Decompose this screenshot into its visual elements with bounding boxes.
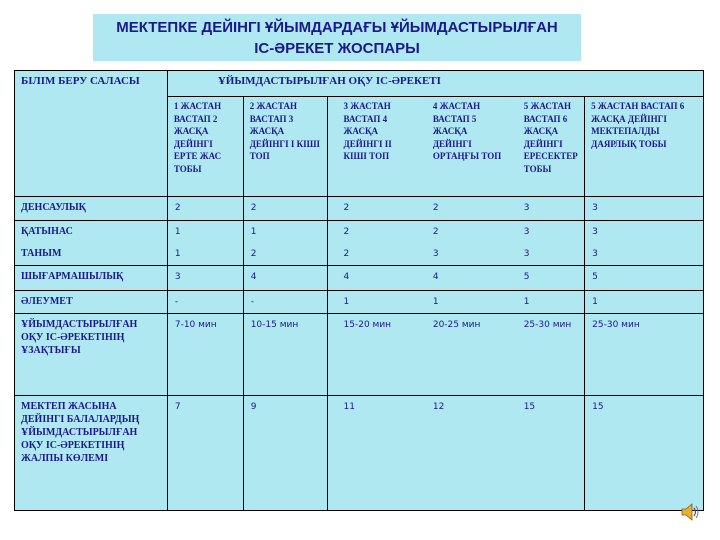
cell-value: 25-30 мин <box>585 314 704 396</box>
cell-value: 2 <box>243 243 327 266</box>
cell-value: 15 <box>585 396 704 511</box>
cell-value: 3 <box>585 221 704 244</box>
cell-value: 12 <box>418 396 509 511</box>
column-header: 5 ЖАСТАН ВАСТАП 6 ЖАСҚА ДЕЙІНГІ МЕКТЕПАЛДЫ ДАЯРЛЫҚ ТОБЫ <box>585 97 704 197</box>
cell-value: 3 <box>585 243 704 266</box>
speaker-icon[interactable] <box>680 502 700 522</box>
title-line-1: МЕКТЕПКЕ ДЕЙІНГІ ҰЙЫМДАРДАҒЫ ҰЙЫМДАСТЫРЫЛҒАН <box>116 19 558 36</box>
table-row <box>15 197 704 221</box>
column-header: 4 ЖАСТАН ВАСТАП 5 ЖАСҚА ДЕЙІНГІ ОРТАҢҒЫ ТОП <box>418 97 509 197</box>
slide-title <box>93 14 581 61</box>
corner-header: БІЛІМ БЕРУ САЛАСЫ <box>15 71 168 197</box>
cell-value: 1 <box>167 221 243 244</box>
cell-value: 1 <box>585 291 704 314</box>
row-label: ШЫҒАРМАШЫЛЫҚ <box>15 266 168 291</box>
title-line-2: ІС-ӘРЕКЕТ ЖОСПАРЫ <box>254 40 420 57</box>
cell-value: 3 <box>418 243 509 266</box>
cell-value: 2 <box>327 243 418 266</box>
cell-value: 2 <box>167 197 243 221</box>
cell-value: 7-10 мин <box>167 314 243 396</box>
row-label: МЕКТЕП ЖАСЫНА ДЕЙІНГІ БАЛАЛАРДЫҢ ҰЙЫМДАСТЫРЫЛҒАН ОҚУ ІС-ӘРЕКЕТІНІҢ ЖАЛПЫ КӨЛЕМІ <box>15 396 168 511</box>
cell-value: 5 <box>509 266 585 291</box>
table-row <box>15 243 704 266</box>
cell-value: 4 <box>327 266 418 291</box>
cell-value: 9 <box>243 396 327 511</box>
cell-value: 1 <box>418 291 509 314</box>
activity-plan-table <box>14 70 704 511</box>
cell-value: 1 <box>327 291 418 314</box>
cell-value: 2 <box>327 221 418 244</box>
cell-value: 4 <box>418 266 509 291</box>
cell-value: 20-25 мин <box>418 314 509 396</box>
cell-value: 3 <box>167 266 243 291</box>
column-header: 5 ЖАСТАН ВАСТАП 6 ЖАСҚА ДЕЙІНГІ ЕРЕСЕКТЕР ТОБЫ <box>509 97 585 197</box>
cell-value: 3 <box>585 197 704 221</box>
column-header: 2 ЖАСТАН ВАСТАП 3 ЖАСҚА ДЕЙІНГІ І КІШІ ТОП <box>243 97 327 197</box>
row-label: ҚАТЫНАС <box>15 221 168 244</box>
cell-value: 4 <box>243 266 327 291</box>
cell-value: 3 <box>509 243 585 266</box>
cell-value: 1 <box>167 243 243 266</box>
cell-value: 3 <box>509 221 585 244</box>
cell-value: 1 <box>509 291 585 314</box>
cell-value: 1 <box>243 221 327 244</box>
cell-value: 2 <box>418 197 509 221</box>
column-header: 3 ЖАСТАН ВАСТАП 4 ЖАСҚА ДЕЙІНГІ ІІ КІШІ ТОП <box>327 97 418 197</box>
row-label: ҰЙЫМДАСТЫРЫЛҒАН ОҚУ ІС-ӘРЕКЕТІНІҢ ҰЗАҚТЫҒЫ <box>15 314 168 396</box>
row-label: ӘЛЕУМЕТ <box>15 291 168 314</box>
cell-value: - <box>243 291 327 314</box>
cell-value: 2 <box>418 221 509 244</box>
cell-value: 2 <box>327 197 418 221</box>
group-header: ҰЙЫМДАСТЫРЫЛҒАН ОҚУ ІС-ӘРЕКЕТІ <box>167 71 703 97</box>
cell-value: 25-30 мин <box>509 314 585 396</box>
cell-value: 2 <box>243 197 327 221</box>
table-row <box>15 221 704 244</box>
cell-value: - <box>167 291 243 314</box>
cell-value: 5 <box>585 266 704 291</box>
column-header: 1 ЖАСТАН ВАСТАП 2 ЖАСҚА ДЕЙІНГІ ЕРТЕ ЖАС ТОБЫ <box>167 97 243 197</box>
row-label: ТАНЫМ <box>15 243 168 266</box>
cell-value: 15 <box>509 396 585 511</box>
row-label: ДЕНСАУЛЫҚ <box>15 197 168 221</box>
cell-value: 11 <box>327 396 418 511</box>
cell-value: 7 <box>167 396 243 511</box>
table-row <box>15 266 704 291</box>
cell-value: 10-15 мин <box>243 314 327 396</box>
table-row <box>15 314 704 396</box>
cell-value: 15-20 мин <box>327 314 418 396</box>
table-row <box>15 396 704 511</box>
cell-value: 3 <box>509 197 585 221</box>
table-row <box>15 291 704 314</box>
